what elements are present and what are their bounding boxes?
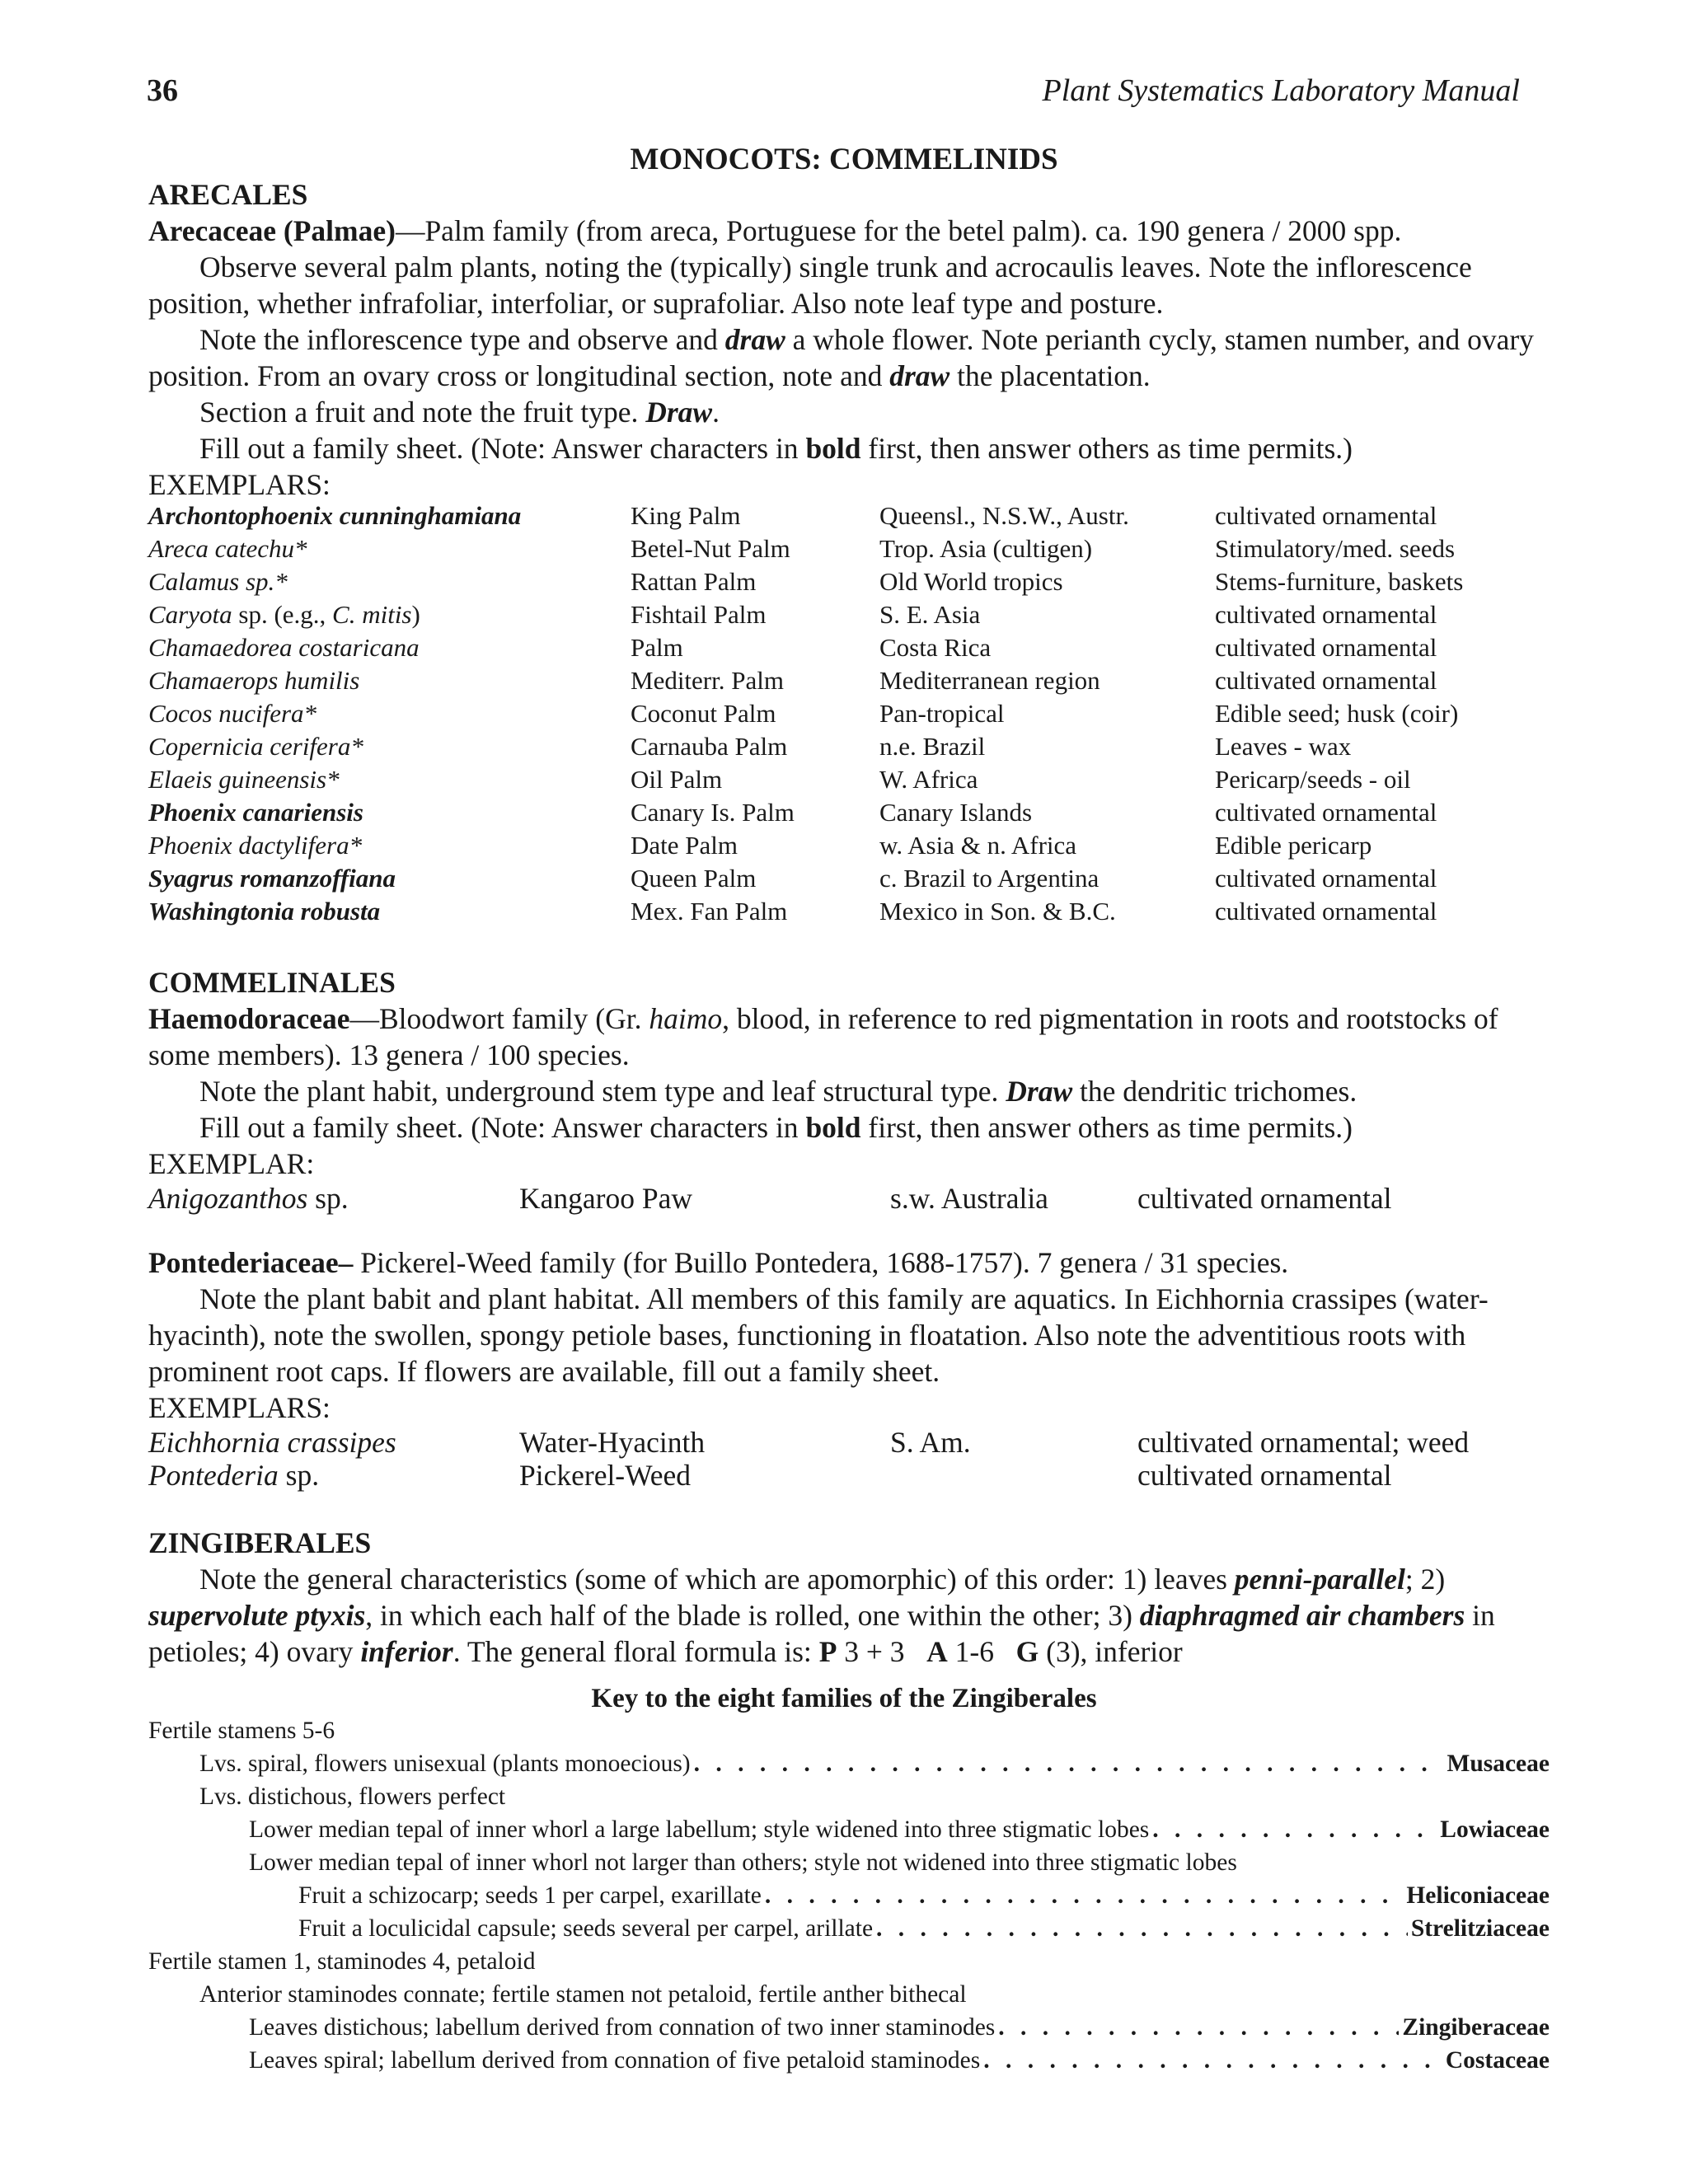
species-name: Areca catechu* (148, 534, 307, 563)
family-description: —Palm family (from areca, Portuguese for the betel palm). ca. 190 genera / 2000 spp. (395, 214, 1402, 247)
emphasis: bold (805, 432, 861, 465)
exemplar-common: Pickerel-Weed (519, 1459, 692, 1492)
exemplar-use: Stems-furniture, baskets (1215, 567, 1464, 596)
paragraph (148, 1073, 1540, 1109)
exemplar-region: Mexico in Son. & B.C. (879, 897, 1116, 926)
exemplar-row (148, 895, 1540, 928)
species-name: Cocos nucifera* (148, 699, 317, 728)
formula-symbol: A (926, 1635, 948, 1668)
exemplar-region: Queensl., N.S.W., Austr. (879, 501, 1129, 530)
exemplar-region (890, 1459, 1137, 1492)
exemplar-row (148, 796, 1540, 829)
key-couplet (148, 1978, 1550, 2011)
exemplar-name (148, 631, 631, 664)
key-couplet (148, 2011, 1550, 2044)
genus-suffix: sp. (307, 1182, 349, 1215)
text-run: , in which each half of the blade is rolled, one within the other; 3) (365, 1599, 1140, 1632)
paragraph (148, 394, 1540, 430)
paragraph (148, 1561, 1540, 1670)
key-title: Key to the eight families of the Zingiberales (591, 1684, 1097, 1713)
exemplar-row (148, 598, 1540, 631)
species-name: Washingtonia robusta (148, 897, 381, 926)
key-couplet (148, 1912, 1550, 1945)
text-run: Note the inflorescence type and observe and (199, 323, 725, 356)
exemplar-name (148, 1182, 519, 1215)
exemplar-use: Stimulatory/med. seeds (1215, 534, 1456, 563)
exemplar-region: c. Brazil to Argentina (879, 864, 1100, 893)
order-heading-arecales: ARECALES (148, 178, 308, 211)
paragraph (148, 1109, 1540, 1146)
key-lead-text: Lower median tepal of inner whorl a large labellum; style widened into three stigmatic lobes (249, 1816, 1150, 1843)
exemplar-use: cultivated ornamental (1215, 798, 1437, 827)
exemplar-name (148, 598, 631, 631)
leader-dots (694, 1747, 1444, 1780)
exemplar-region: s.w. Australia (890, 1182, 1048, 1215)
exemplar-common: Date Palm (631, 831, 738, 860)
commelinales-section (148, 964, 1540, 1215)
species-name: Chamaedorea costaricana (148, 633, 420, 662)
key-family-result: Lowiaceae (1440, 1816, 1550, 1843)
exemplar-row (148, 565, 1540, 598)
exemplar-common: Betel-Nut Palm (631, 534, 790, 563)
exemplar-region: Old World tropics (879, 567, 1063, 596)
family-description: Pickerel-Weed family (for Buillo Pontedera, 1688-1757). 7 genera / 31 species. (353, 1246, 1289, 1279)
text-run: ; 2) (1404, 1563, 1446, 1596)
exemplar-row (148, 499, 1540, 532)
exemplar-region: Pan-tropical (879, 699, 1005, 728)
emphasis: supervolute ptyxis (148, 1599, 366, 1632)
exemplar-name (148, 829, 631, 862)
species-name: Phoenix canariensis (148, 798, 363, 827)
arecales-section (148, 176, 1540, 928)
exemplar-name (148, 1426, 519, 1459)
exemplar-common: King Palm (631, 501, 741, 530)
leader-dots (983, 2044, 1442, 2077)
key-lead-text: Anterior staminodes connate; fertile stamen not petaloid, fertile anther bithecal (199, 1981, 967, 2008)
exemplar-row (148, 664, 1540, 697)
key-lead-text: Leaves distichous; labellum derived from connation of two inner staminodes (249, 2014, 996, 2041)
exemplar-region: W. Africa (879, 765, 978, 794)
text-run: —Bloodwort family (Gr. (349, 1002, 649, 1035)
exemplar-name (148, 499, 631, 532)
exemplar-common: Carnauba Palm (631, 732, 788, 761)
exemplar-row (148, 532, 1540, 565)
text-run: first, then answer others as time permits.) (860, 432, 1353, 465)
genus: Anigozanthos (148, 1182, 308, 1215)
text-run: , blood, in reference to red pigmentation in roots and rootstocks of some members). 13 genera / 100 species. (148, 1002, 1498, 1071)
exemplar-name (148, 895, 631, 928)
exemplar-row (148, 631, 1540, 664)
exemplar-region: Trop. Asia (cultigen) (879, 534, 1093, 563)
exemplar-region: Canary Islands (879, 798, 1033, 827)
section-title: MONOCOTS: COMMELINIDS (630, 143, 1058, 176)
key-couplet (148, 1780, 1550, 1813)
exemplar-common: Palm (631, 633, 683, 662)
key-lead-text: Fruit a schizocarp; seeds 1 per carpel, exarillate (298, 1882, 762, 1909)
species-name: Phoenix dactylifera* (148, 831, 363, 860)
emphasis: draw (889, 359, 950, 392)
key-lead-text: Lvs. distichous, flowers perfect (199, 1783, 506, 1810)
exemplar-name (148, 730, 631, 763)
paragraph (148, 321, 1540, 394)
exemplar-use: cultivated ornamental (1215, 897, 1437, 926)
exemplar-use: Pericarp/seeds - oil (1215, 765, 1411, 794)
genus: Pontederia (148, 1459, 279, 1492)
exemplar-row (148, 1182, 1540, 1215)
exemplar-row (148, 1426, 1540, 1459)
exemplar-label: EXEMPLAR: (148, 1147, 315, 1180)
exemplar-use: Edible seed; husk (coir) (1215, 699, 1459, 728)
exemplar-common: Rattan Palm (631, 567, 757, 596)
text-run: Note the plant habit, underground stem type and leaf structural type. (199, 1075, 1006, 1108)
name-suffix: ) (411, 600, 420, 629)
paragraph (148, 430, 1540, 466)
key-couplet (148, 1714, 1550, 1747)
key-lead-text: Leaves spiral; labellum derived from connation of five petaloid staminodes (249, 2047, 981, 2074)
text-run: . (712, 396, 720, 429)
text-run: . The general floral formula is: (452, 1635, 819, 1668)
paragraph: Observe several palm plants, noting the (typically) single trunk and acrocaulis leaves. Note the inflorescence position, whether infrafoliar, interfoliar, or suprafoliar. Also note leaf type and posture. (148, 251, 1472, 320)
key-lead-text: Fertile stamens 5-6 (148, 1718, 335, 1744)
key-family-result: Strelitziaceae (1410, 1915, 1550, 1942)
key-family-result: Heliconiaceae (1406, 1882, 1550, 1909)
exemplar-region: w. Asia & n. Africa (879, 831, 1077, 860)
emphasis: penni-parallel (1234, 1563, 1405, 1596)
exemplar-common: Canary Is. Palm (631, 798, 795, 827)
exemplar-use: Leaves - wax (1215, 732, 1352, 761)
key-couplet (148, 2044, 1550, 2077)
family-name: Haemodoraceae (148, 1002, 350, 1035)
exemplar-row (148, 862, 1540, 895)
exemplar-name (148, 697, 631, 730)
species-name: Archontophoenix cunninghamiana (148, 501, 522, 530)
formula-value: (3), inferior (1039, 1635, 1183, 1668)
leader-dots (876, 1912, 1408, 1945)
exemplar-region: Mediterranean region (879, 666, 1100, 695)
species-name: Elaeis guineensis* (148, 765, 340, 794)
dichotomous-key (148, 1714, 1550, 2077)
exemplar-name (148, 763, 631, 796)
exemplars-label: EXEMPLARS: (148, 1391, 331, 1424)
exemplar-table (148, 1426, 1540, 1492)
family-name: Pontederiaceae– (148, 1246, 354, 1279)
exemplar-common: Oil Palm (631, 765, 723, 794)
exemplar-region: Costa Rica (879, 633, 992, 662)
exemplar-common: Coconut Palm (631, 699, 776, 728)
exemplar-use: cultivated ornamental (1215, 600, 1437, 629)
exemplar-table (148, 499, 1540, 928)
key-family-result: Musaceae (1447, 1750, 1550, 1777)
exemplar-use: cultivated ornamental (1137, 1182, 1392, 1215)
emphasis: Draw (645, 396, 713, 429)
exemplar-use: Edible pericarp (1215, 831, 1372, 860)
emphasis: diaphragmed air chambers (1139, 1599, 1465, 1632)
exemplar-common: Queen Palm (631, 864, 757, 893)
exemplar-use: cultivated ornamental (1215, 864, 1437, 893)
text-run: Section a fruit and note the fruit type. (199, 396, 646, 429)
text-run: in petioles; 4) ovary (148, 1599, 1495, 1668)
exemplar-region: S. E. Asia (879, 600, 981, 629)
formula-value: 1-6 (947, 1635, 1016, 1668)
species-name: Caryota (148, 600, 232, 629)
text-run: Note the general characteristics (some of which are apomorphic) of this order: 1) leaves (199, 1563, 1235, 1596)
exemplar-use: cultivated ornamental (1215, 633, 1437, 662)
exemplar-name (148, 565, 631, 598)
family-line-pontederiaceae (148, 1244, 1540, 1281)
key-family-result: Costaceae (1445, 2047, 1550, 2074)
emphasis: haimo (649, 1002, 723, 1035)
zingiberales-section (148, 1525, 1540, 1670)
exemplar-name (148, 862, 631, 895)
formula-value: 3 + 3 (837, 1635, 927, 1668)
formula-symbol: G (1015, 1635, 1039, 1668)
text-run: the placentation. (950, 359, 1151, 392)
exemplar-region: n.e. Brazil (879, 732, 986, 761)
family-line-haemodoraceae (148, 1001, 1540, 1073)
emphasis: inferior (360, 1635, 453, 1668)
exemplar-region: S. Am. (890, 1426, 971, 1459)
key-couplet (148, 1945, 1550, 1978)
genus: Eichhornia crassipes (148, 1426, 396, 1459)
leader-dots (1152, 1813, 1437, 1846)
text-run: Fill out a family sheet. (Note: Answer characters in (199, 432, 806, 465)
species-name: Syagrus romanzoffiana (148, 864, 396, 893)
exemplar-common: Water-Hyacinth (519, 1426, 706, 1459)
family-line-arecaceae (148, 213, 1540, 249)
text-run: Fill out a family sheet. (Note: Answer characters in (199, 1111, 806, 1144)
exemplar-common: Fishtail Palm (631, 600, 767, 629)
exemplar-common: Mediterr. Palm (631, 666, 784, 695)
key-couplet (148, 1879, 1550, 1912)
exemplar-common: Kangaroo Paw (519, 1182, 692, 1215)
key-lead-text: Fertile stamen 1, staminodes 4, petaloid (148, 1948, 536, 1975)
exemplar-name (148, 1459, 519, 1492)
order-heading-commelinales: COMMELINALES (148, 966, 396, 999)
pontederiaceae-section (148, 1244, 1540, 1492)
emphasis: bold (805, 1111, 861, 1144)
leader-dots (765, 1879, 1403, 1912)
text-run: the dendritic trichomes. (1072, 1075, 1357, 1108)
text-run: a whole flower. Note perianth cycly, stamen number, and ovary position. From an ovary cross or longitudinal section, note and (148, 323, 1534, 392)
page-number: 36 (147, 73, 178, 108)
key-family-result: Zingiberaceae (1402, 2014, 1550, 2041)
order-heading-zingiberales: ZINGIBERALES (148, 1526, 372, 1559)
key-lead-text: Lower median tepal of inner whorl not larger than others; style not widened into three stigmatic lobes (249, 1849, 1237, 1876)
key-lead-text: Lvs. spiral, flowers unisexual (plants monoecious) (199, 1750, 691, 1777)
text-run: first, then answer others as time permits.) (860, 1111, 1353, 1144)
emphasis: draw (724, 323, 785, 356)
name-suffix: sp. (e.g., (232, 600, 333, 629)
key-lead-text: Fruit a loculicidal capsule; seeds several per carpel, arillate (298, 1915, 874, 1942)
exemplar-row (148, 730, 1540, 763)
exemplar-row (148, 829, 1540, 862)
exemplar-name (148, 664, 631, 697)
key-couplet (148, 1813, 1550, 1846)
exemplars-label: EXEMPLARS: (148, 468, 331, 501)
exemplar-use: cultivated ornamental; weed (1137, 1426, 1470, 1459)
name-example: C. mitis (332, 600, 412, 629)
exemplar-row (148, 763, 1540, 796)
running-title: Plant Systematics Laboratory Manual (1042, 73, 1520, 108)
exemplar-row (148, 1459, 1540, 1492)
exemplar-name (148, 532, 631, 565)
species-name: Copernicia cerifera* (148, 732, 363, 761)
exemplar-use: cultivated ornamental (1137, 1459, 1392, 1492)
exemplar-use: cultivated ornamental (1215, 501, 1437, 530)
leader-dots (998, 2011, 1399, 2044)
genus-suffix: sp. (278, 1459, 320, 1492)
family-name: Arecaceae (Palmae) (148, 214, 396, 247)
emphasis: Draw (1006, 1075, 1073, 1108)
exemplar-row (148, 697, 1540, 730)
exemplar-use: cultivated ornamental (1215, 666, 1437, 695)
exemplar-name (148, 796, 631, 829)
species-name: Chamaerops humilis (148, 666, 360, 695)
exemplar-common: Mex. Fan Palm (631, 897, 788, 926)
species-name: Calamus sp.* (148, 567, 288, 596)
key-couplet (148, 1846, 1550, 1879)
formula-symbol: P (818, 1635, 837, 1668)
key-couplet (148, 1747, 1550, 1780)
paragraph: Note the plant babit and plant habitat. All members of this family are aquatics. In Eichhornia crassipes (water-hyacinth), note the swollen, spongy petiole bases, functioning in floatation. Also note the adventitious roots with prominent root caps. If flowers are available, fill out a family sheet. (148, 1282, 1489, 1388)
